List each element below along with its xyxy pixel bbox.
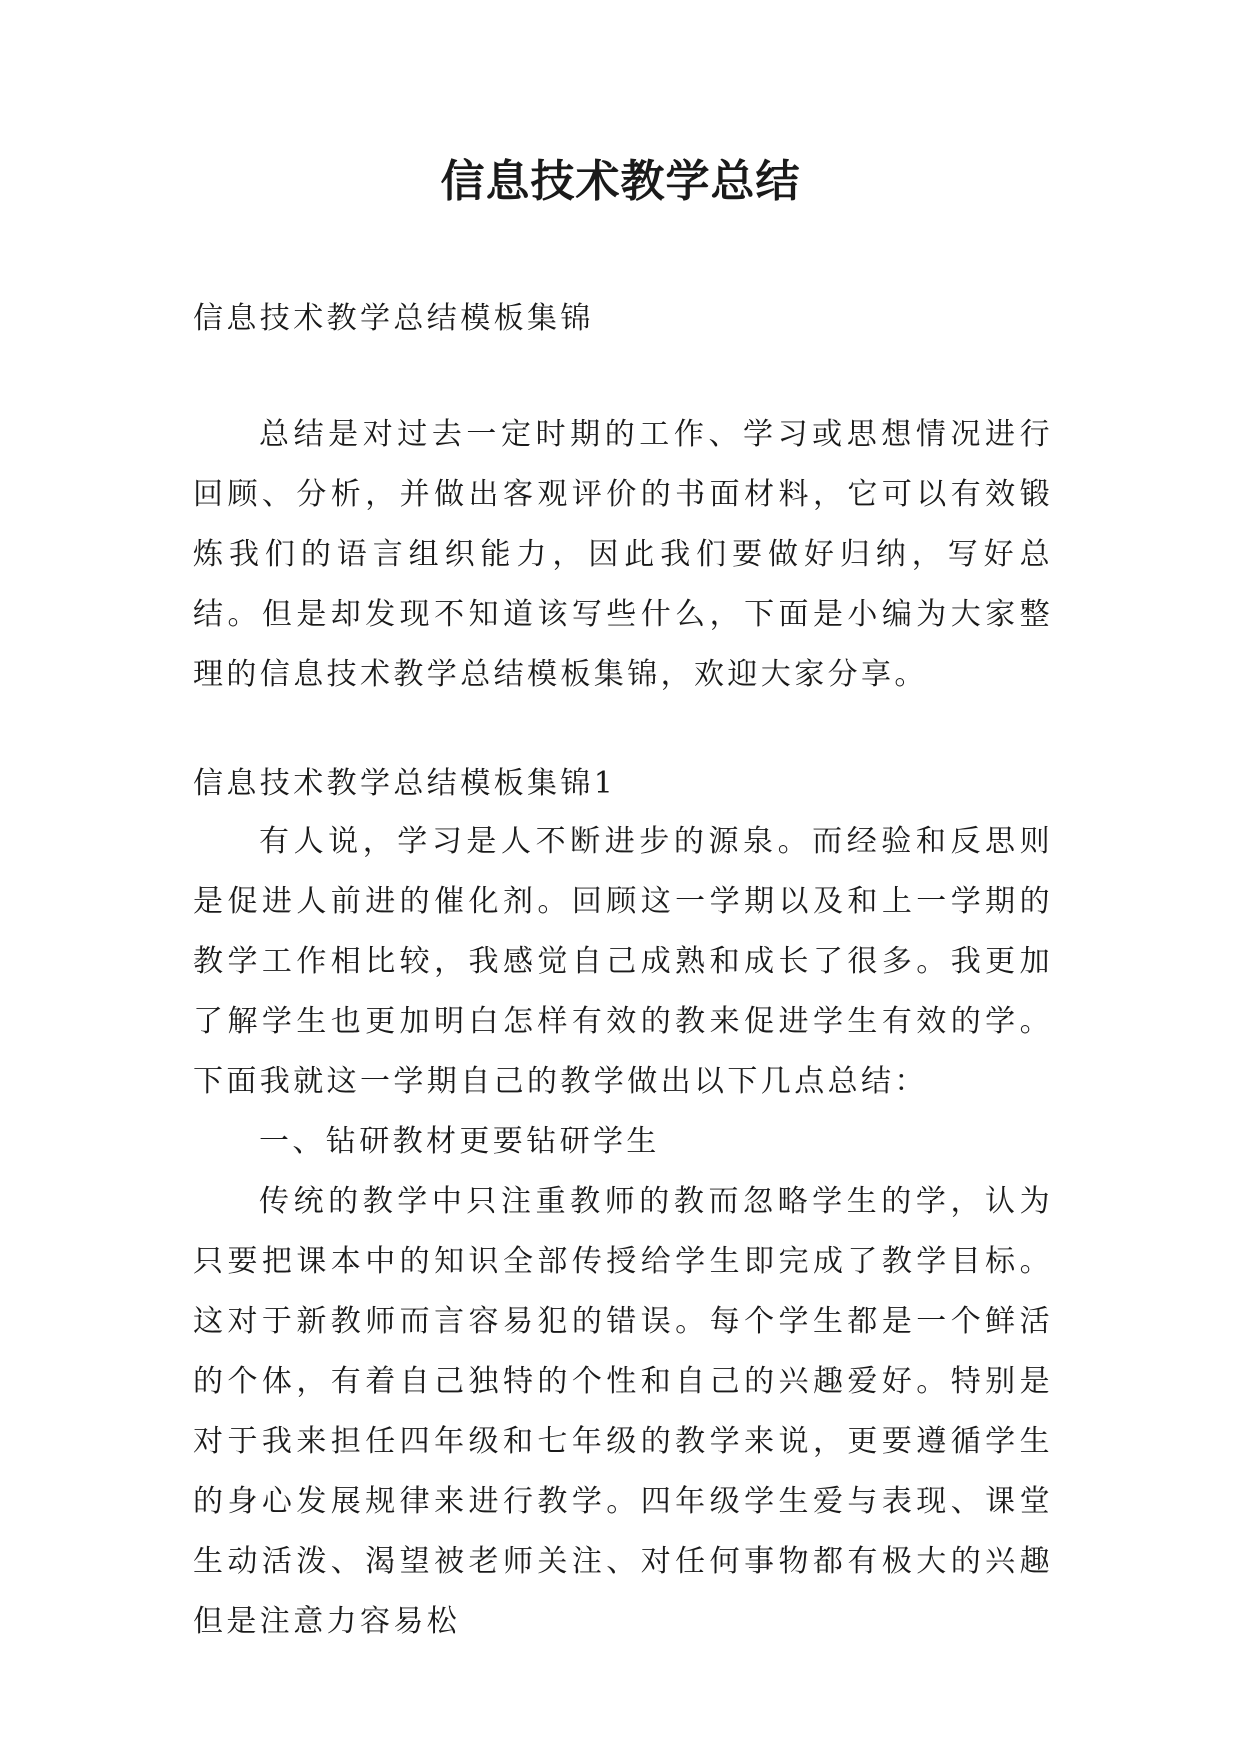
document-subtitle: 信息技术教学总结模板集锦 [193,301,594,336]
document-title: 信息技术教学总结 [440,156,801,207]
section-content [193,812,1053,1652]
body-paragraph: 传统的教学中只注重教师的教而忽略学生的学，认为只要把课本中的知识全部传授给学生即完成了教学目标。这对于新教师而言容易犯的错误。每个学生都是一个鲜活的个体，有着自己独特的个性和自己的兴趣爱好。特别是对于我来担任四年级和七年级的教学来说，更要遵循学生的身心发展规律来进行教学。四年级学生爱与表现、课堂生动活泼、渴望被老师关注、对任何事物都有极大的兴趣但是注意力容易松 [193,1184,1053,1639]
sub-heading: 一、钻研教材更要钻研学生 [259,1124,660,1159]
body-paragraph: 有人说，学习是人不断进步的源泉。而经验和反思则是促进人前进的催化剂。回顾这一学期以及和上一学期的教学工作相比较，我感觉自己成熟和成长了很多。我更加了解学生也更加明白怎样有效的教来促进学生有效的学。下面我就这一学期自己的教学做出以下几点总结： [193,824,1053,1099]
intro-paragraph: 总结是对过去一定时期的工作、学习或思想情况进行回顾、分析，并做出客观评价的书面材料，它可以有效锻炼我们的语言组织能力，因此我们要做好归纳，写好总结。但是却发现不知道该写些什么，下面是小编为大家整理的信息技术教学总结模板集锦，欢迎大家分享。 [193,417,1053,692]
section-heading: 信息技术教学总结模板集锦1 [193,766,617,801]
